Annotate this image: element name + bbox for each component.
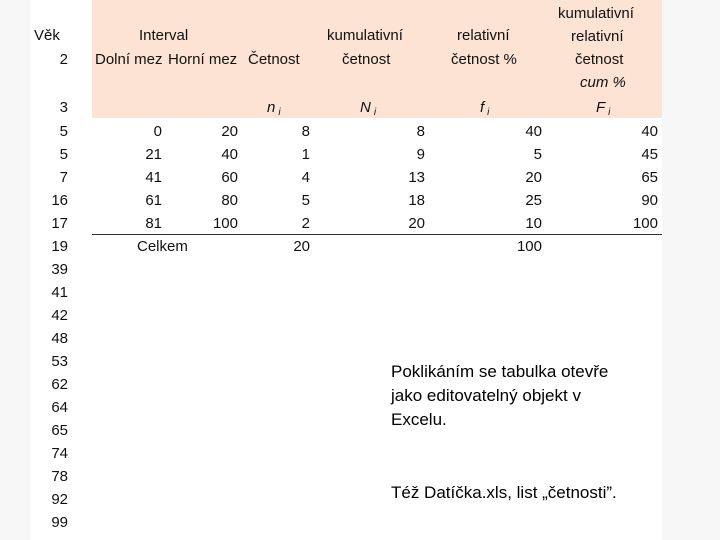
age-header: Věk — [34, 27, 60, 44]
upper-bound-cell: 40 — [221, 146, 238, 163]
cum-relative-header-line2: relativní — [571, 28, 624, 45]
upper-bound-cell: 80 — [221, 192, 238, 209]
relative-header-line1: relativní — [457, 27, 510, 44]
relative-cell: 10 — [525, 215, 542, 232]
cum-relative-header-line1: kumulativní — [558, 5, 634, 22]
cum-relative-cell: 90 — [641, 192, 658, 209]
symbol-F: F $_i$ — [596, 99, 611, 118]
cumulative-cell: 9 — [416, 146, 425, 163]
upper-bound-cell: 60 — [221, 169, 238, 186]
lower-bound-header: Dolní mez — [95, 51, 163, 68]
cum-relative-cell: 45 — [641, 146, 658, 163]
lower-bound-cell: 41 — [145, 169, 162, 186]
cum-relative-header-line4: cum % — [580, 74, 626, 91]
upper-bound-cell: 20 — [221, 123, 238, 140]
cumulative-cell: 13 — [408, 169, 425, 186]
age-value: 5 — [59, 146, 68, 163]
total-label: Celkem — [137, 238, 188, 255]
relative-header-line2: četnost % — [451, 51, 517, 68]
note-line: Poklikáním se tabulka otevře — [391, 362, 609, 381]
age-value: 62 — [51, 376, 68, 393]
lower-bound-cell: 81 — [145, 215, 162, 232]
frequency-cell: 5 — [301, 192, 310, 209]
age-value: 65 — [51, 422, 68, 439]
cum-relative-cell: 65 — [641, 169, 658, 186]
frequency-header: Četnost — [248, 51, 300, 68]
cum-relative-header-line3: četnost — [575, 51, 624, 68]
relative-cell: 25 — [525, 192, 542, 209]
age-value: 92 — [51, 491, 68, 508]
age-value: 39 — [51, 261, 68, 278]
age-value: 64 — [51, 399, 68, 416]
cumulative-cell: 20 — [408, 215, 425, 232]
cum-relative-cell: 40 — [641, 123, 658, 140]
upper-bound-cell: 100 — [212, 215, 238, 232]
age-value: 42 — [51, 307, 68, 324]
age-value: 2 — [59, 51, 68, 68]
frequency-cell: 2 — [301, 215, 310, 232]
cumulative-cell: 18 — [408, 192, 425, 209]
lower-bound-cell: 21 — [145, 146, 162, 163]
cumulative-cell: 8 — [416, 123, 425, 140]
symbol-N: N $_i$ — [360, 99, 377, 118]
age-value: 16 — [51, 192, 68, 209]
age-value: 78 — [51, 468, 68, 485]
cumulative-header-line2: četnost — [342, 51, 391, 68]
age-value: 7 — [59, 169, 68, 186]
interval-header: Interval — [139, 27, 189, 44]
relative-cell: 40 — [525, 123, 542, 140]
frequency-cell: 8 — [301, 123, 310, 140]
note-line: Excelu. — [391, 410, 447, 429]
age-value: 99 — [51, 514, 68, 531]
age-value: 41 — [51, 284, 68, 301]
age-value: 5 — [59, 123, 68, 140]
cum-relative-cell: 100 — [632, 215, 658, 232]
age-value: 48 — [51, 330, 68, 347]
right-border — [662, 0, 720, 540]
symbol-n: n $_i$ — [267, 99, 281, 118]
source-note: Též Datíčka.xls, list „četnosti”. — [391, 483, 617, 502]
upper-bound-header: Horní mez — [168, 51, 238, 68]
note-line: jako editovatelný objekt v — [391, 386, 581, 405]
frequency-cell: 1 — [301, 146, 310, 163]
age-value: 17 — [51, 215, 68, 232]
left-border — [0, 0, 30, 540]
age-value: 19 — [51, 238, 68, 255]
relative-cell: 5 — [533, 146, 542, 163]
lower-bound-cell: 0 — [153, 123, 162, 140]
age-value: 3 — [59, 99, 68, 116]
total-frequency: 20 — [293, 238, 310, 255]
age-value: 74 — [51, 445, 68, 462]
frequency-cell: 4 — [301, 169, 310, 186]
relative-cell: 20 — [525, 169, 542, 186]
lower-bound-cell: 61 — [145, 192, 162, 209]
total-divider — [92, 234, 662, 235]
symbol-f: f $_i$ — [480, 99, 490, 118]
age-value: 53 — [51, 353, 68, 370]
total-relative: 100 — [516, 238, 542, 255]
cumulative-header-line1: kumulativní — [327, 27, 403, 44]
